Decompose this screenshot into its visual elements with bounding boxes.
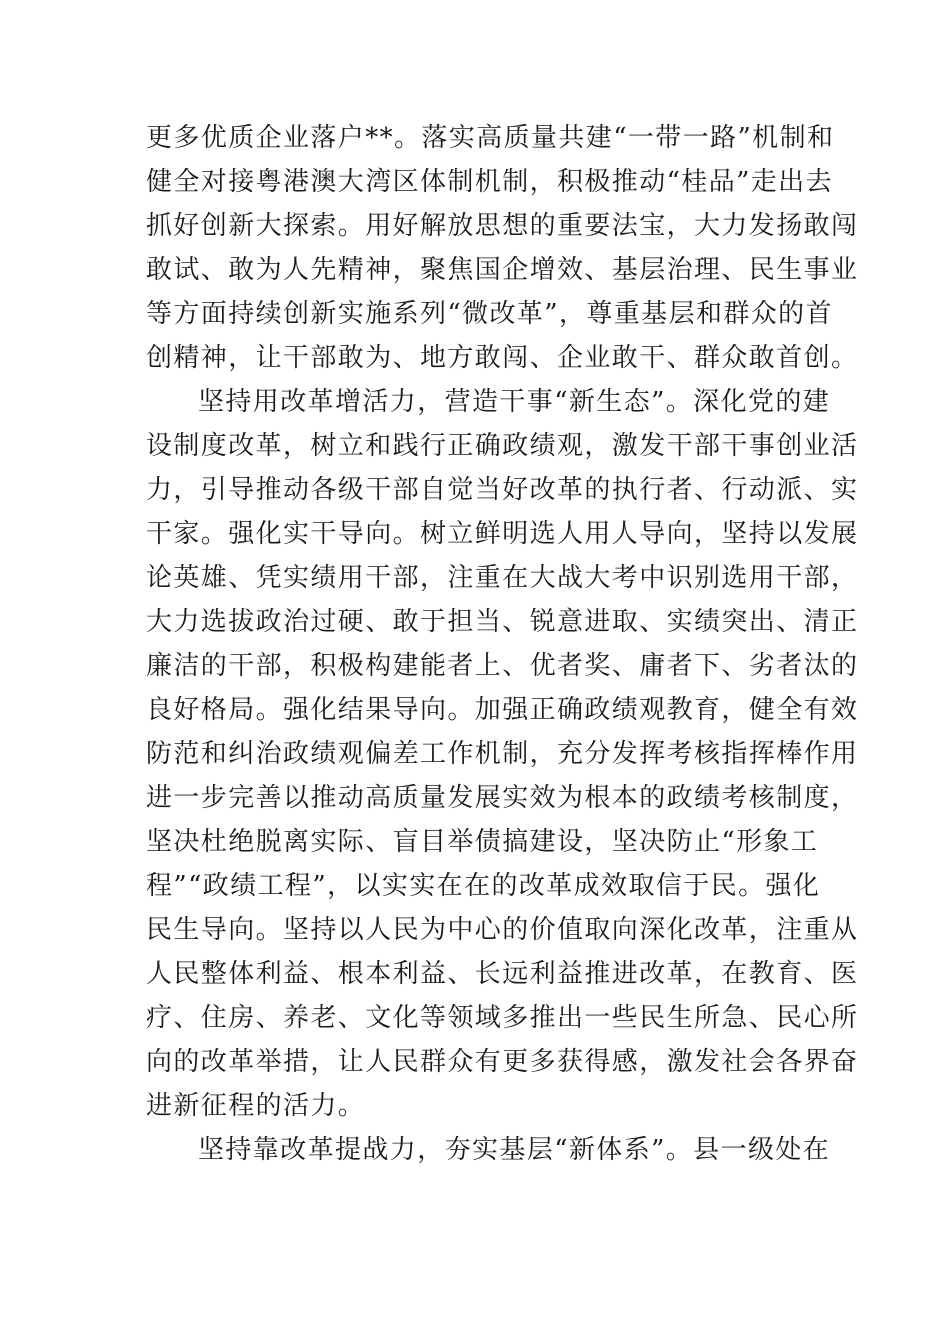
text-line: 良好格局。强化结果导向。加强正确政绩观教育，健全有效	[146, 695, 859, 725]
text-line: 坚决杜绝脱离实际、盲目举债搞建设，坚决防止“形象工	[146, 827, 819, 857]
text-line: 防范和纠治政绩观偏差工作机制，充分发挥考核指挥棒作用	[146, 739, 859, 769]
text-line: 创精神，让干部敢为、地方敢闯、企业敢干、群众敢首创。	[146, 343, 859, 373]
text-line: 向的改革举措，让人民群众有更多获得感，激发社会各界奋	[146, 1047, 859, 1077]
text-line: 力，引导推动各级干部自觉当好改革的执行者、行动派、实	[146, 475, 859, 505]
paragraph-start-line: 坚持靠改革提战力，夯实基层“新体系”。县一级处在	[198, 1135, 831, 1165]
text-line: 论英雄、凭实绩用干部，注重在大战大考中识别选用干部，	[146, 563, 859, 593]
text-line: 更多优质企业落户**。落实高质量共建“一带一路”机制和	[146, 123, 835, 153]
text-line: 敢试、敢为人先精神，聚焦国企增效、基层治理、民生事业	[146, 255, 859, 285]
text-line: 健全对接粤港澳大湾区体制机制，积极推动“桂品”走出去	[146, 167, 833, 197]
text-line: 程”“政绩工程”，以实实在在的改革成效取信于民。强化	[146, 871, 821, 901]
text-line: 抓好创新大探索。用好解放思想的重要法宝，大力发扬敢闯	[146, 211, 859, 241]
text-line: 设制度改革，树立和践行正确政绩观，激发干部干事创业活	[146, 431, 859, 461]
text-line: 进一步完善以推动高质量发展实效为根本的政绩考核制度，	[146, 783, 859, 813]
text-line: 等方面持续创新实施系列“微改革”，尊重基层和群众的首	[146, 299, 833, 329]
body-text	[146, 116, 859, 1172]
text-line: 大力选拔政治过硬、敢于担当、锐意进取、实绩突出、清正	[146, 607, 859, 637]
text-line: 人民整体利益、根本利益、长远利益推进改革，在教育、医	[146, 959, 859, 989]
text-line: 疗、住房、养老、文化等领域多推出一些民生所急、民心所	[146, 1003, 859, 1033]
text-line: 民生导向。坚持以人民为中心的价值取向深化改革，注重从	[146, 915, 859, 945]
text-line: 廉洁的干部，积极构建能者上、优者奖、庸者下、劣者汰的	[146, 651, 859, 681]
text-line: 进新征程的活力。	[146, 1091, 366, 1121]
paragraph-start-line: 坚持用改革增活力，营造干事“新生态”。深化党的建	[198, 387, 831, 417]
text-line: 干家。强化实干导向。树立鲜明选人用人导向，坚持以发展	[146, 519, 859, 549]
